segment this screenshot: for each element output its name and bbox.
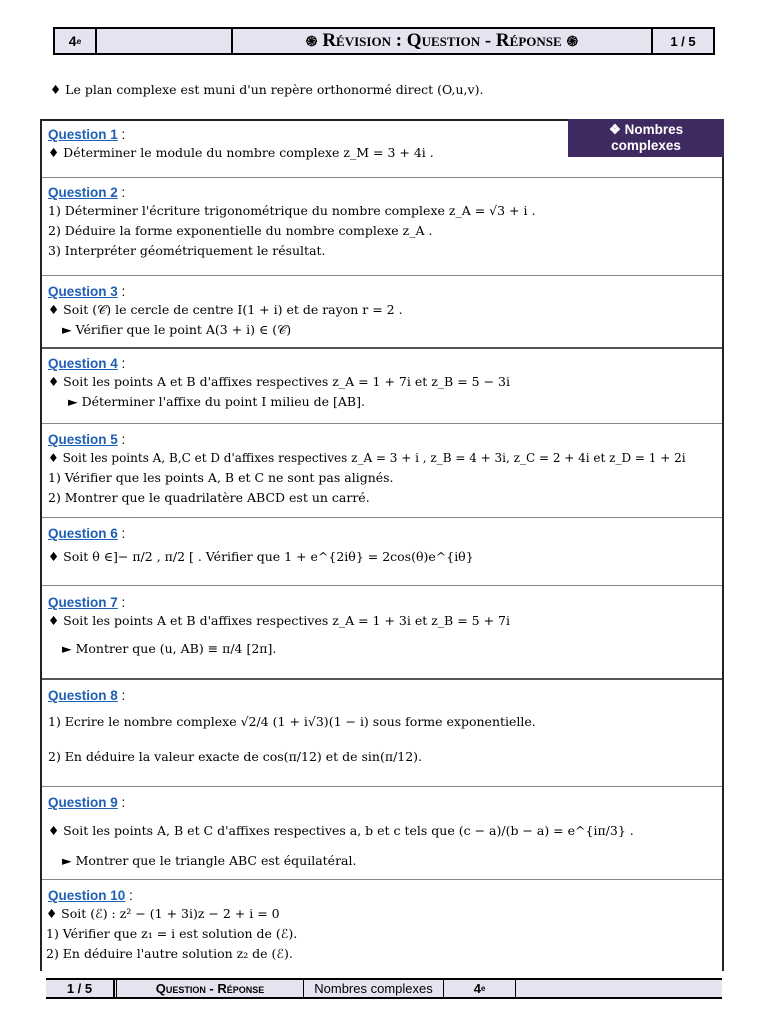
questions-box bbox=[40, 119, 724, 905]
separator bbox=[42, 786, 722, 787]
header-title bbox=[233, 29, 653, 53]
question-line: 3) Interpréter géométriquement le résultat. bbox=[48, 243, 326, 258]
separator bbox=[42, 177, 722, 178]
question-title[interactable]: Question 2 bbox=[48, 185, 118, 200]
question-10: Question 10 : bbox=[48, 888, 133, 903]
question-line: ♦ Soit (ℰ) : z² − (1 + 3i)z − 2 + i = 0 bbox=[46, 906, 280, 921]
header-empty-cell bbox=[97, 29, 233, 53]
title-sep: : bbox=[390, 30, 407, 51]
header-level bbox=[55, 29, 97, 53]
question-line: 1) Vérifier que les points A, B et C ne sont pas alignés. bbox=[48, 470, 394, 485]
separator bbox=[42, 678, 722, 680]
question-line: ♦ Soit les points A et B d'affixes respectives z_A = 1 + 7i et z_B = 5 − 3i bbox=[48, 374, 510, 389]
separator bbox=[42, 585, 722, 586]
question-title[interactable]: Question 1 bbox=[48, 127, 118, 142]
question-line: ♦ Soit les points A, B,C et D d'affixes respectives z_A = 3 + i , z_B = 4 + 3i, z_C = 2 + 4i et z_D = 1 + 2i bbox=[48, 451, 686, 465]
question-7: Question 7 : ♦ Soit les points A et B d'affixes respectives z_A = 1 + 3i et z_B = 5 + 7i ► Montrer que (u, AB) ≡ π/4 [2π]. bbox=[48, 592, 716, 667]
question-title[interactable]: Question 8 bbox=[48, 688, 118, 703]
question-line: ♦ Soit les points A et B d'affixes respectives z_A = 1 + 3i et z_B = 5 + 7i bbox=[48, 613, 510, 628]
level-sup: e bbox=[76, 36, 82, 46]
question-line: ► Déterminer l'affixe du point I milieu de [AB]. bbox=[68, 394, 365, 409]
question-title[interactable]: Question 7 bbox=[48, 595, 118, 610]
question-4: Question 4 : ♦ Soit les points A et B d'affixes respectives z_A = 1 + 7i et z_B = 5 − 3i ► Déterminer l'affixe du point I milieu de [AB]. bbox=[48, 353, 716, 412]
question-10-body bbox=[46, 904, 718, 964]
box-left-edge bbox=[40, 905, 42, 971]
footer-title: Question - Réponse bbox=[114, 980, 304, 997]
footer-empty-cell bbox=[516, 980, 722, 997]
question-line: ► Vérifier que le point A(3 + i) ∈ (𝒞) bbox=[62, 322, 292, 337]
swirl-icon: ֍ bbox=[566, 34, 579, 50]
page-footer bbox=[46, 978, 722, 999]
question-line: ♦ Soit (𝒞) le cercle de centre I(1 + i) et de rayon r = 2 . bbox=[48, 302, 403, 317]
intro-line: ♦ Le plan complexe est muni d'un repère orthonormé direct (O,u,v). bbox=[50, 82, 484, 97]
question-line: 1) Vérifier que z₁ = i est solution de (ℰ). bbox=[46, 926, 298, 941]
swirl-icon: ֍ bbox=[305, 34, 318, 50]
question-line: ♦ Soit les points A, B et C d'affixes respectives a, b et c tels que (c − a)/(b − a) = e^{iπ/3} . bbox=[48, 823, 634, 838]
question-line: 1) Ecrire le nombre complexe √2/4 (1 + i√3)(1 − i) sous forme exponentielle. bbox=[48, 714, 536, 729]
question-line: ► Montrer que le triangle ABC est équilatéral. bbox=[62, 853, 357, 868]
question-title[interactable]: Question 4 bbox=[48, 356, 118, 371]
question-1: Question 1 : ♦ Déterminer le module du nombre complexe z_M = 3 + 4i . bbox=[48, 124, 716, 163]
question-title[interactable]: Question 3 bbox=[48, 284, 118, 299]
box-right-edge bbox=[722, 905, 724, 971]
question-5: Question 5 : ♦ Soit les points A, B,C et D d'affixes respectives z_A = 3 + i , z_B = 4 + 3i, z_C = 2 + 4i et z_D = 1 + 2i 1) Vérifier que les points A, B et C ne sont pas alignés. 2) Montrer que le quadrilatère ABCD est un carré. bbox=[48, 429, 716, 508]
question-line: 2) En déduire l'autre solution z₂ de (ℰ). bbox=[46, 946, 293, 961]
question-6: Question 6 : ♦ Soit θ ∈]− π/2 , π/2 [ . Vérifier que 1 + e^{2iθ} = 2cos(θ)e^{iθ} bbox=[48, 523, 716, 572]
question-line: ♦ Déterminer le module du nombre complexe z_M = 3 + 4i . bbox=[48, 145, 434, 160]
footer-topic: Nombres complexes bbox=[304, 980, 444, 997]
topic-badge: ❖ Nombres complexes bbox=[568, 119, 724, 157]
question-line: ♦ Soit θ ∈]− π/2 , π/2 [ . Vérifier que 1 + e^{2iθ} = 2cos(θ)e^{iθ} bbox=[48, 549, 474, 564]
separator bbox=[42, 879, 722, 880]
question-line: 2) Montrer que le quadrilatère ABCD est un carré. bbox=[48, 490, 370, 505]
question-8: Question 8 : 1) Ecrire le nombre complexe √2/4 (1 + i√3)(1 − i) sous forme exponentielle. 2) En déduire la valeur exacte de cos(π/12) et de sin(π/12). bbox=[48, 685, 716, 774]
footer-level bbox=[444, 980, 516, 997]
question-title[interactable]: Question 9 bbox=[48, 795, 118, 810]
level-text: 4 bbox=[68, 33, 77, 49]
question-3: Question 3 : ♦ Soit (𝒞) le cercle de centre I(1 + i) et de rayon r = 2 . ► Vérifier que le point A(3 + i) ∈ (𝒞) bbox=[48, 281, 716, 340]
separator bbox=[42, 517, 722, 518]
question-line: 2) Déduire la forme exponentielle du nombre complexe z_A . bbox=[48, 223, 433, 238]
question-line: 1) Déterminer l'écriture trigonométrique du nombre complexe z_A = √3 + i . bbox=[48, 203, 536, 218]
separator bbox=[42, 423, 722, 424]
question-title[interactable]: Question 5 bbox=[48, 432, 118, 447]
title-word: Révision bbox=[322, 30, 391, 51]
footer-page: 1 / 5 bbox=[46, 980, 114, 997]
question-9: Question 9 : ♦ Soit les points A, B et C d'affixes respectives a, b et c tels que (c − a)/(b − a) = e^{iπ/3} . ► Montrer que le triangle ABC est équilatéral. bbox=[48, 792, 716, 871]
separator bbox=[42, 347, 722, 349]
question-title[interactable]: Question 6 bbox=[48, 526, 118, 541]
title-rest: Question - Réponse bbox=[406, 30, 562, 51]
separator bbox=[42, 275, 722, 276]
header-page: 1 / 5 bbox=[653, 29, 713, 53]
question-line: ► Montrer que (u, AB) ≡ π/4 [2π]. bbox=[62, 641, 277, 656]
page-header bbox=[53, 27, 715, 55]
question-2: Question 2 : 1) Déterminer l'écriture trigonométrique du nombre complexe z_A = √3 + i . 2) Déduire la forme exponentielle du nombre complexe z_A . 3) Interpréter géométriquement le résultat. bbox=[48, 182, 716, 261]
footer-level-sup: e bbox=[480, 984, 486, 993]
question-title[interactable]: Question 10 bbox=[48, 888, 126, 903]
footer-level-text: 4 bbox=[473, 981, 481, 996]
question-line: 2) En déduire la valeur exacte de cos(π/12) et de sin(π/12). bbox=[48, 749, 423, 764]
